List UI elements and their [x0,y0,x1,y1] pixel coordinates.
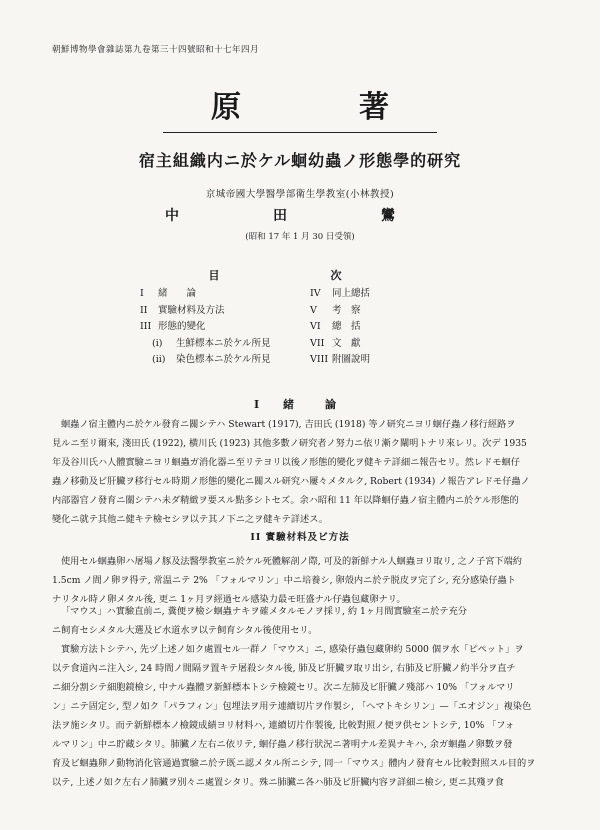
text-line: ニ飼育セシメタル大選及ビ水道水ヲ以テ飼育シタル後使用セリ。 [52,625,318,636]
toc-subitem [140,336,271,353]
text-line: ニ細分割シテ細胞鏡檢シ, 中ナル蟲體ヲ新鮮標本トシテ檢鏡セリ。次ニ左肺及ビ肝臟ノ殘部ハ 10% 「フォルマリ [52,682,515,693]
author-affiliation: 京城帝國大學醫學部衛生學教室(小林教授) [205,189,395,200]
toc-item-label: 總 括 [332,321,361,332]
toc-item-number: (ii) [152,354,166,365]
toc-item-number: V [310,304,317,316]
received-date: (昭和 17 年 1 月 30 日受領) [245,232,355,242]
text-line: 育及ビ蛔蟲卵ノ動物消化管通過實驗ニ於テ既ニ認メタル所ニシテ, 同一「マウス」體内ノ發育セル比較對照スル目的ヲ [52,758,536,769]
toc-item-label: 文 獻 [332,337,361,349]
intro-heading: I 緒 論 [254,398,346,411]
toc-item-label: 形態的變化 [158,321,206,332]
toc-right-column [310,286,370,369]
text-line: ン」ニテ固定シ, 型ノ如ク「パラフィン」包埋法ヲ用テ連續切片ヲ作製シ, 「ヘマトキシリン」—「エオジン」複染色 [52,701,532,712]
text-line: 以テ食道內ニ注入シ, 24 時間ノ間隔ヲ置キテ屠殺シタル後, 肺及ビ肝臟ヲ取リ出シ, 右肺及ビ肝臟ノ約半分ヲ直チ [52,663,516,674]
text-line: 「マウス」ハ實驗直前ニ, 糞便ヲ檢シ蛔蟲ナキヲ確メタルモノヲ採リ, 約 1ヶ月間實驗室ニ於テ充分 [61,606,467,617]
text-line: 變化ニ就テ其他ニ健キテ檢セシヲ以テ其ノ下ニ之ヲ健キテ詳述ス。 [52,514,328,525]
text-line: 年及谷川氏ハ人體實驗ニヨリ蛔蟲ガ消化器ニ至リテヨリ以後ノ形態的變化ヲ健キテ詳細ニ報告セリ。然レドモ蛔仔 [52,457,520,468]
text-line: 實驗方法トシテハ, 先ヅ上述ノ如ク處置セル一群ノ「マウス」ニ, 感染仔蟲包藏卵約 5000 個ヲ水「ピペット」ヲ [61,644,524,655]
toc-item-label: 附圖說明 [332,354,371,365]
journal-header: 朝鮮博物學會雜誌第九卷第三十四號昭和十七年四月 [52,45,260,55]
toc-item-number: IV [310,288,321,299]
section-label-text: 原 著 [163,80,437,133]
text-line: 内部器官ノ發育ニ關シテハ未ダ精緻ヲ要スル點多シトセズ。余ハ昭和 11 年以降蛔仔蟲ノ宿主體内ニ於ケル形態的 [52,495,519,506]
section-label [0,80,600,133]
toc-item [310,286,370,303]
methods-heading: II 實驗材料及ビ方法 [250,532,350,543]
text-line: ナリタル時ノ卵メタル後, 更ニ 1ヶ月ヲ經過セル感染力最モ旺盛ナル仔蟲包藏卵ナリ。 [52,594,406,605]
toc-item-number: I [140,288,144,299]
toc-item [140,286,271,303]
toc-item [310,303,370,320]
toc-item [310,319,370,336]
toc-item-label: 生鮮標本ニ於ケル所見 [176,337,271,349]
toc-item-label: 考 察 [332,304,361,316]
text-line: 以テ, 上述ノ如ク左右ノ肺臟ヲ別々ニ處置シタリ。殊ニ肺臟ニ各ハ肺及ビ肝臟内容ヲ詳細ニ檢シ, 更ニ其殘ヲ食 [52,777,504,788]
toc-item-label: 緒 論 [158,288,197,299]
toc-left-column [140,286,271,369]
methods-paragraph [52,552,552,609]
toc-item-number: III [140,321,152,332]
toc-item-number: (i) [152,337,163,349]
toc-item-number: VI [310,321,321,332]
text-line: 法ヲ施シタリ。而テ新鮮標本ノ檢鏡成績ヨリ材料ハ, 連續切片作製後, 比較對照ノ便ヲ供セントシテ, 10% 「フォ [52,720,515,731]
text-line: 蛔蟲ノ宿主體内ニ於ケル發育ニ關シテハ Stewart (1917), 吉田氏 (1918) 等ノ研究ニヨリ蛔仔蟲ノ移行經路ヲ [61,419,516,430]
toc-item-number: II [140,304,148,316]
toc-item [310,352,370,369]
text-line: ルマリン」中ニ貯藏シタリ。肺臟ノ左右ニ依リテ, 蛔仔蟲ノ移行狀況ニ著明ナル差異ナキハ, 余ガ蛔蟲ノ卵數ヲ發 [52,739,513,750]
text-line: 1.5cm ノ間ノ卵ヲ得テ, 常温ニテ 2% 「フォルマリン」中ニ培養シ, 卵殼内ニ於テ脱皮ヲ完了シ, 充分感染仔蟲ト [52,575,516,586]
toc-item [310,336,370,353]
author-name: 中 田 鸞 [165,208,435,224]
text-line: 見ルニ至リ爾來, 淺田氏 (1922), 横川氏 (1923) 其他多數ノ研究者ノ努力ニ依リ漸ク闡明トナリ來レリ。次デ 1935 [52,438,527,449]
toc-item-label: 實驗材料及方法 [158,304,225,316]
toc-item-number: VIII [310,354,329,365]
methods-paragraph [52,602,552,640]
toc-heading: 目 次 [208,269,392,282]
text-line: 使用セル蛔蟲卵ハ屠場ノ豚及法醫學教室ニ於ケル死體解剖ノ際, 可及的新鮮ナル人蛔蟲ヨリ取リ, 之ノ子宮下端約 [61,556,522,567]
toc-item [140,319,271,336]
toc-item [140,303,271,320]
intro-paragraph [52,415,552,529]
toc-subitem [140,352,271,369]
methods-paragraph [52,640,552,792]
toc-item-label: 同上總括 [332,288,371,299]
paper-title: 宿主組織内ニ於ケル蛔幼蟲ノ形態學的研究 [138,151,462,170]
toc-item-number: VII [310,337,325,349]
toc-item-label: 染色標本ニ於ケル所見 [176,354,271,365]
text-line: 蟲ノ移動及ビ肝臟ヲ移行セル時期ノ形態的變化ニ關スル研究ハ屢々メタルク, Robert (1934) ノ報告アレドモ仔蟲ノ [52,476,530,487]
